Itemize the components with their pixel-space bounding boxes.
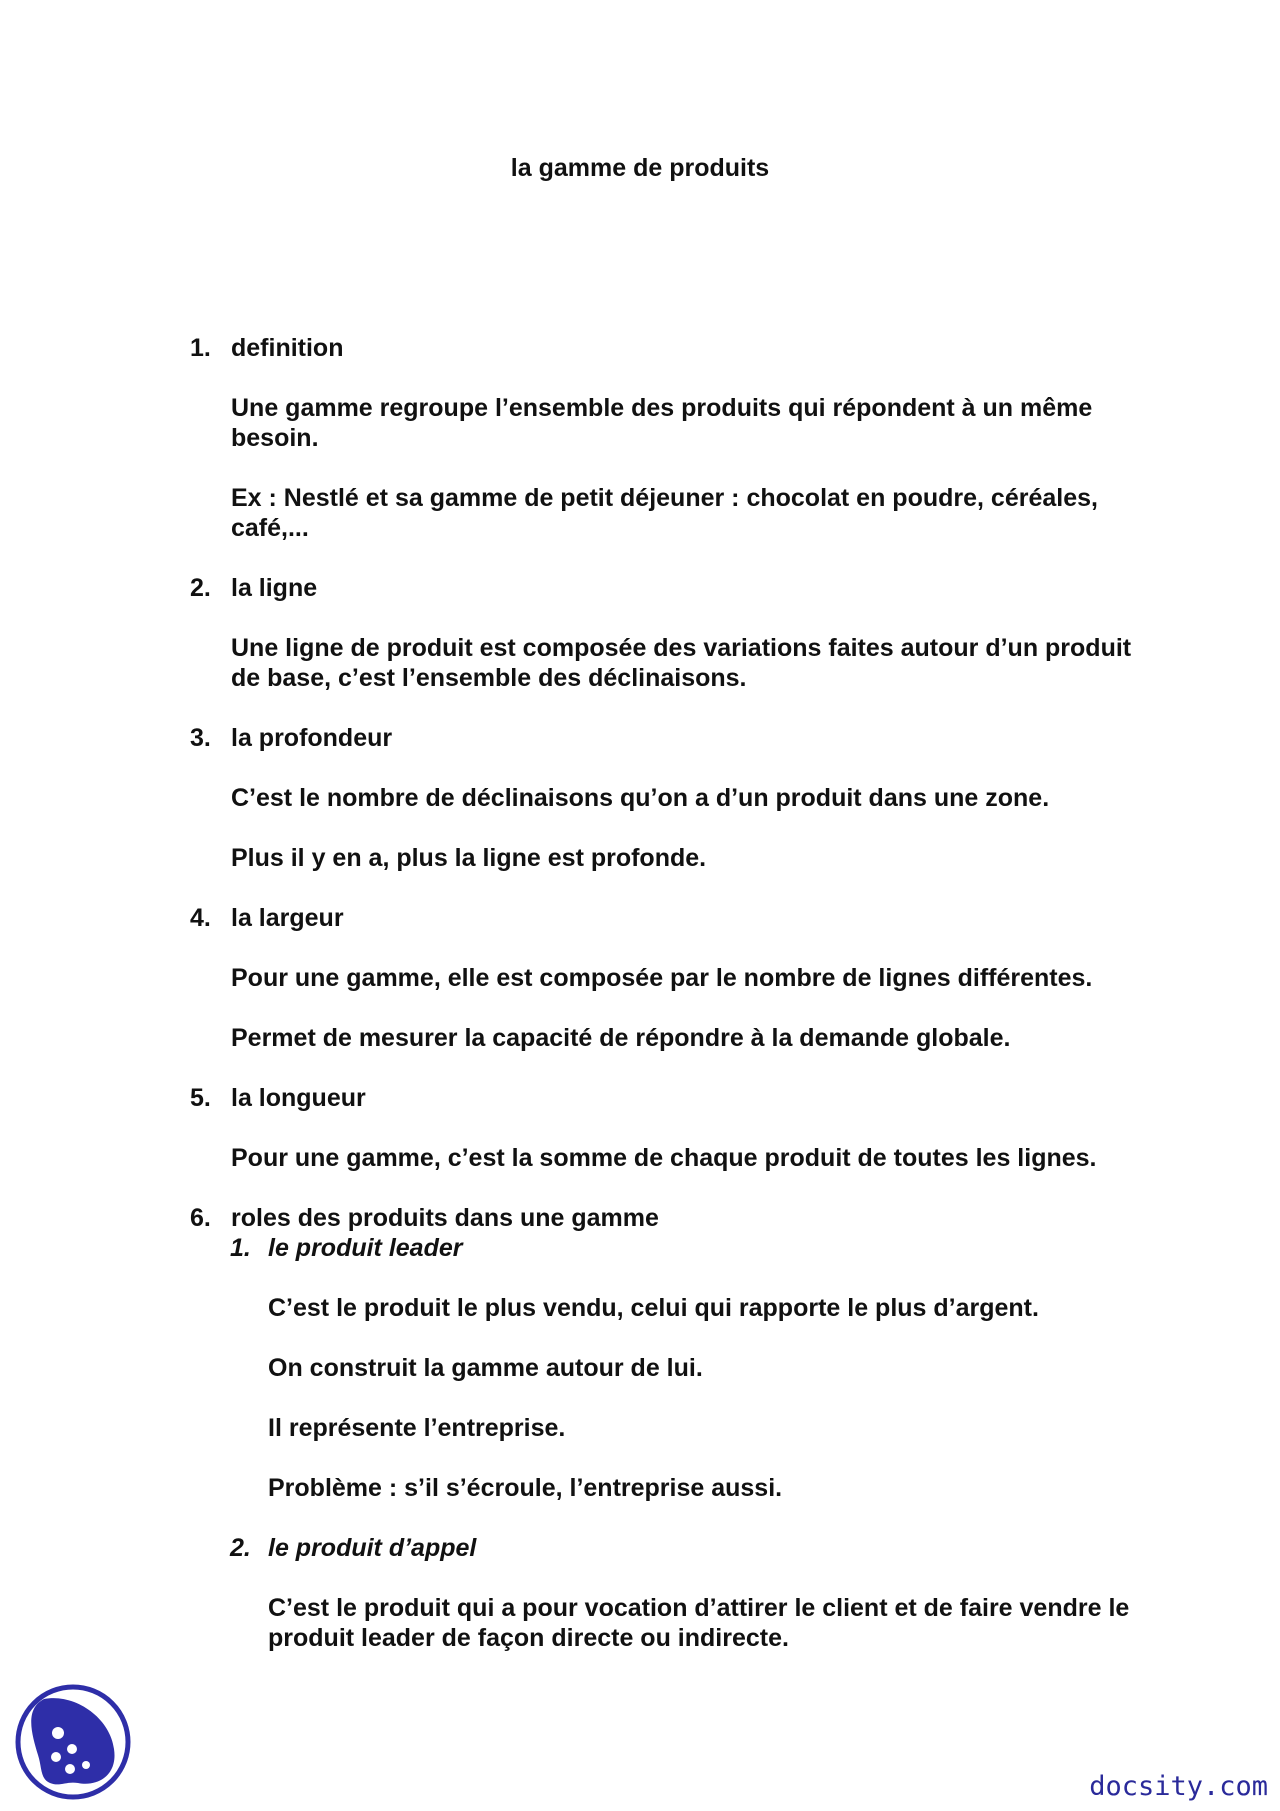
docsity-logo-icon [14, 1683, 132, 1801]
paragraph: Une gamme regroupe l’ensemble des produits qui répondent à un même besoin. [231, 394, 1093, 452]
section-roles-des-produits [190, 1203, 1150, 1233]
docsity-brand-link[interactable]: docsity.com [1089, 1771, 1268, 1802]
section-definition [190, 333, 1150, 543]
paragraph: Pour une gamme, c’est la somme de chaque produit de toutes les lignes. [231, 1144, 1097, 1172]
section-number: 4. [190, 904, 211, 932]
paragraph: C’est le nombre de déclinaisons qu’on a d’un produit dans une zone. [231, 784, 1050, 812]
section-number: 6. [190, 1204, 211, 1232]
subsection-heading: le produit leader [268, 1234, 463, 1262]
section-heading: definition [231, 334, 344, 362]
section-heading: la profondeur [231, 724, 393, 752]
section-heading: la longueur [231, 1084, 366, 1112]
subsection-number: 2. [230, 1534, 251, 1562]
page-title: la gamme de produits [510, 154, 770, 182]
paragraph: C’est le produit le plus vendu, celui qui rapporte le plus d’argent. [268, 1294, 1039, 1322]
section-number: 5. [190, 1084, 211, 1112]
paragraph: Il représente l’entreprise. [268, 1414, 566, 1442]
section-heading: roles des produits dans une gamme [231, 1204, 659, 1232]
section-la-profondeur [190, 723, 1150, 873]
document-body [190, 333, 1150, 1653]
section-number: 1. [190, 334, 211, 362]
paragraph: Une ligne de produit est composée des variations faites autour d’un produit de base, c’est l’ensemble des déclinaisons. [231, 634, 1132, 692]
section-number: 3. [190, 724, 211, 752]
subsection-number: 1. [230, 1234, 251, 1262]
paragraph: Plus il y en a, plus la ligne est profonde. [231, 844, 707, 872]
section-heading: la largeur [231, 904, 344, 932]
section-la-ligne [190, 573, 1150, 693]
paragraph: Ex : Nestlé et sa gamme de petit déjeuner : chocolat en poudre, céréales, café,... [231, 484, 1098, 542]
paragraph: Problème : s’il s’écroule, l’entreprise aussi. [268, 1474, 783, 1502]
subsection-heading: le produit d’appel [268, 1534, 477, 1562]
section-la-longueur [190, 1083, 1150, 1173]
paragraph: Permet de mesurer la capacité de répondre à la demande globale. [231, 1024, 1011, 1052]
section-heading: la ligne [231, 574, 318, 602]
paragraph: Pour une gamme, elle est composée par le nombre de lignes différentes. [231, 964, 1093, 992]
section-la-largeur [190, 903, 1150, 1053]
paragraph: C’est le produit qui a pour vocation d’attirer le client et de faire vendre le produit leader de façon directe ou indirecte. [268, 1594, 1130, 1652]
subsection-produit-appel [190, 1533, 1150, 1653]
subsection-produit-leader [190, 1233, 1150, 1503]
section-number: 2. [190, 574, 211, 602]
paragraph: On construit la gamme autour de lui. [268, 1354, 703, 1382]
